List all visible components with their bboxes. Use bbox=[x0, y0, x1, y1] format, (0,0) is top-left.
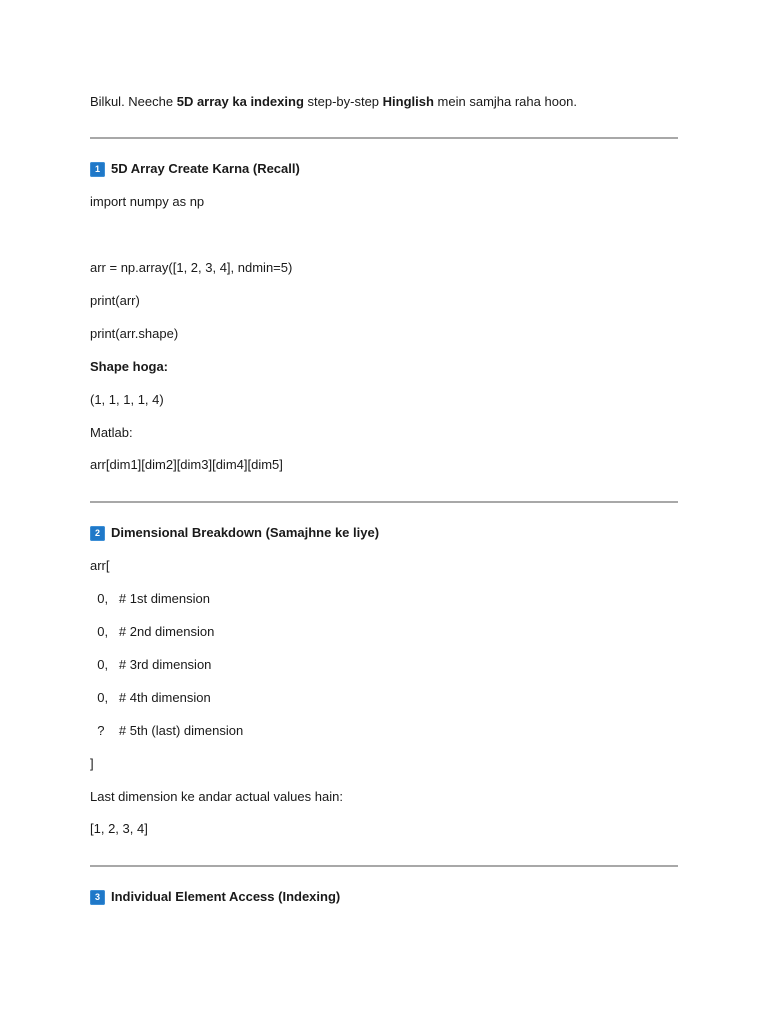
intro-text-3: mein samjha raha hoon. bbox=[433, 94, 578, 109]
shape-label: Shape hoga: bbox=[90, 359, 169, 374]
values-note: Last dimension ke andar actual values hain: bbox=[90, 789, 343, 804]
code-print-shape-line: print(arr.shape) bbox=[90, 326, 179, 341]
breakdown-line: 0, # 3rd dimension bbox=[90, 657, 212, 672]
section-1-title: 5D Array Create Karna (Recall) bbox=[111, 161, 300, 176]
number-1-icon: 1 bbox=[90, 162, 105, 177]
matlab-value: arr[dim1][dim2][dim3][dim4][dim5] bbox=[90, 457, 283, 472]
breakdown-line: 0, # 1st dimension bbox=[90, 591, 210, 606]
intro-text-1: Bilkul. Neeche bbox=[90, 94, 177, 109]
breakdown-line: 0, # 2nd dimension bbox=[90, 624, 215, 639]
breakdown-line: 0, # 4th dimension bbox=[90, 690, 211, 705]
divider bbox=[90, 865, 678, 867]
code-arr-line: arr = np.array([1, 2, 3, 4], ndmin=5) bbox=[90, 260, 293, 275]
code-print-line: print(arr) bbox=[90, 293, 140, 308]
breakdown-open: arr[ bbox=[90, 558, 110, 573]
intro-paragraph bbox=[90, 94, 577, 110]
number-3-icon: 3 bbox=[90, 890, 105, 905]
intro-bold-1: 5D array ka indexing bbox=[176, 94, 304, 109]
code-import-line: import numpy as np bbox=[90, 194, 205, 209]
section-3-title: Individual Element Access (Indexing) bbox=[111, 889, 341, 904]
section-3-heading bbox=[90, 889, 340, 905]
divider bbox=[90, 137, 678, 139]
intro-text-2: step-by-step bbox=[303, 94, 383, 109]
shape-value: (1, 1, 1, 1, 4) bbox=[90, 392, 164, 407]
section-2-heading bbox=[90, 525, 379, 541]
number-2-icon: 2 bbox=[90, 526, 105, 541]
section-1-heading bbox=[90, 161, 300, 177]
matlab-label: Matlab: bbox=[90, 425, 133, 440]
breakdown-close: ] bbox=[90, 756, 94, 771]
values-list: [1, 2, 3, 4] bbox=[90, 821, 148, 836]
intro-bold-2: Hinglish bbox=[382, 94, 434, 109]
section-2-title: Dimensional Breakdown (Samajhne ke liye) bbox=[111, 525, 380, 540]
breakdown-line: ? # 5th (last) dimension bbox=[90, 723, 244, 738]
divider bbox=[90, 501, 678, 503]
